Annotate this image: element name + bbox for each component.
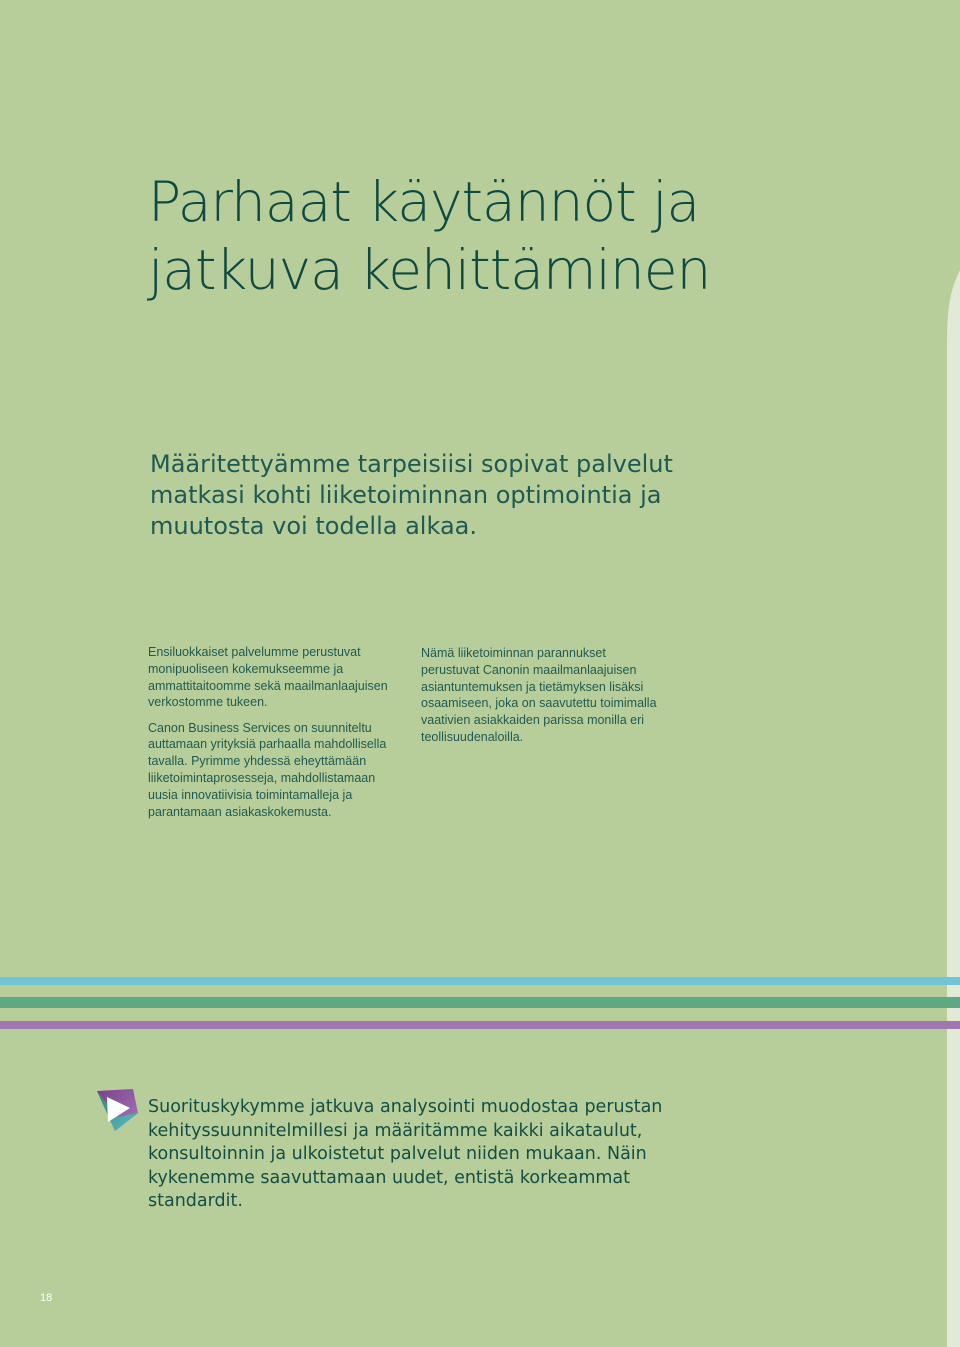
left-column (148, 644, 388, 820)
intro-text (150, 449, 673, 542)
text-line: teollisuudenaloilla. (421, 729, 524, 744)
intro-line: matkasi kohti liiketoiminnan optimointia ja (150, 481, 662, 509)
text-line: uusia innovatiivisia toimintamalleja ja (148, 787, 353, 802)
text-line: vaativien asiakkaiden parissa monilla eri (421, 713, 645, 728)
text-line: ammattitaitoomme sekä maailmanlaajuisen (148, 678, 388, 693)
text-line: verkostomme tukeen. (148, 695, 268, 710)
paragraph (148, 720, 388, 821)
text-line: tavalla. Pyrimme yhdessä eheyttämään (148, 754, 367, 769)
text-line: perustuvat Canonin maailmanlaajuisen (421, 662, 637, 677)
page-number: 18 (40, 1292, 53, 1304)
text-line: auttamaan yrityksiä parhaalla mahdollisella (148, 737, 387, 752)
paragraph (421, 645, 657, 746)
callout-line: konsultoinnin ja ulkoistetut palvelut niiden mukaan. Näin (148, 1144, 647, 1165)
blue-stripe (0, 977, 960, 985)
title-line: jatkuva kehittäminen (148, 238, 711, 302)
text-line: monipuoliseen kokemukseemme ja (148, 661, 344, 676)
text-line: Nämä liiketoiminnan parannukset (421, 646, 606, 660)
callout-line: Suorituskykymme jatkuva analysointi muodostaa perustan (148, 1097, 663, 1117)
text-line: Canon Business Services on suunniteltu (148, 720, 372, 735)
text-line: liiketoimintaprosesseja, mahdollistamaan (148, 771, 376, 786)
text-line: asiantuntemuksen ja tietämyksen lisäksi (421, 679, 644, 694)
title-line: Parhaat käytännöt ja (148, 170, 700, 234)
green-stripe (0, 997, 960, 1008)
callout-line: kehityssuunnitelmillesi ja määritämme kaikki aikataulut, (148, 1120, 643, 1141)
intro-line: muutosta voi todella alkaa. (150, 512, 477, 540)
paragraph (148, 644, 388, 711)
callout-text (148, 1096, 662, 1214)
purple-stripe (0, 1021, 960, 1029)
play-arrow-logo-icon (95, 1087, 139, 1133)
intro-line: Määritettyämme tarpeisiisi sopivat palvelut (150, 450, 673, 478)
text-line: parantamaan asiakaskokemusta. (148, 804, 332, 819)
callout-line: standardit. (148, 1191, 243, 1212)
callout-line: kykenemme saavuttamaan uudet, entistä korkeammat (148, 1167, 631, 1188)
right-column (421, 645, 657, 746)
page-title (148, 168, 710, 304)
text-line: osaamiseen, joka on saavutettu toimimalla (421, 696, 657, 711)
text-line: Ensiluokkaiset palvelumme perustuvat (148, 645, 361, 659)
